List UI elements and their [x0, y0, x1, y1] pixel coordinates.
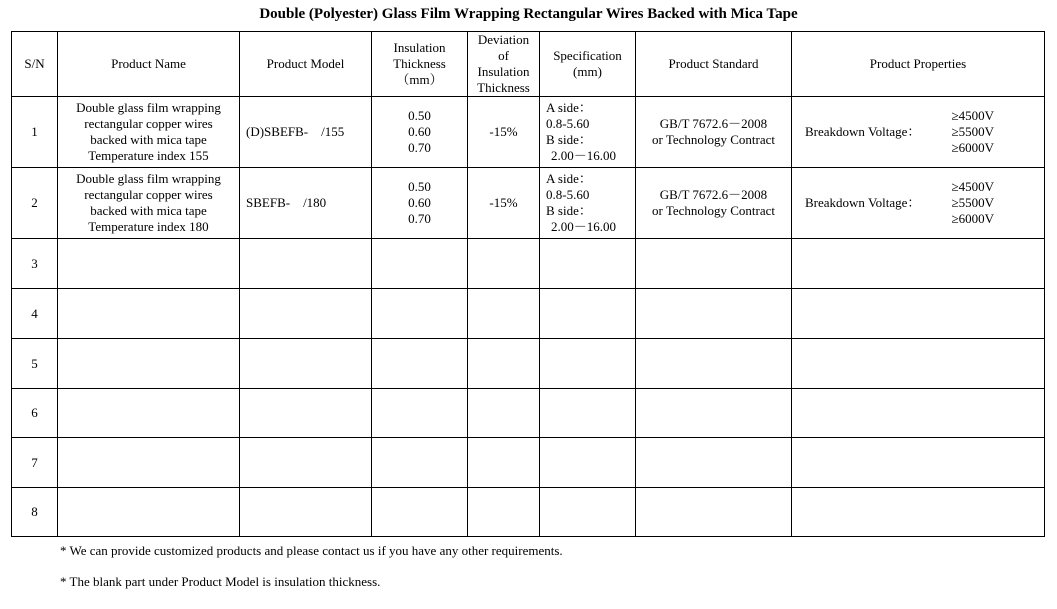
- cell-product-name: Double glass film wrapping rectangular copper wires backed with mica tape Temperature index 155: [58, 97, 240, 168]
- cell-deviation: -15%: [468, 168, 540, 239]
- table-row: [12, 97, 1045, 168]
- cell-properties: [792, 97, 1045, 168]
- footnote-blank-part: * The blank part under Product Model is insulation thickness.: [60, 574, 381, 589]
- header-product-model: Product Model: [240, 32, 372, 97]
- table-row: [12, 168, 1045, 239]
- cell-standard: GB/T 7672.6－2008 or Technology Contract: [636, 168, 792, 239]
- header-product-properties: Product Properties: [792, 32, 1045, 97]
- cell-properties: [792, 168, 1045, 239]
- cell-product-name: Double glass film wrapping rectangular copper wires backed with mica tape Temperature index 180: [58, 168, 240, 239]
- cell-specification: A side： 0.8-5.60 B side： 2.00－16.00: [540, 168, 636, 239]
- table-row-blank: [12, 339, 1045, 389]
- cell-thickness: 0.50 0.60 0.70: [372, 168, 468, 239]
- cell-thickness: 0.50 0.60 0.70: [372, 97, 468, 168]
- cell-standard: GB/T 7672.6－2008 or Technology Contract: [636, 97, 792, 168]
- cell-specification: A side： 0.8-5.60 B side： 2.00－16.00: [540, 97, 636, 168]
- breakdown-voltage-label: Breakdown Voltage：: [805, 195, 921, 210]
- header-deviation: Deviation of Insulation Thickness: [468, 32, 540, 97]
- cell-sn: 7: [12, 438, 58, 488]
- table-row-blank: [12, 389, 1045, 438]
- cell-product-model: SBEFB- /180: [240, 168, 372, 239]
- product-table: [11, 31, 1045, 537]
- cell-sn: 4: [12, 289, 58, 339]
- header-sn: S/N: [12, 32, 58, 97]
- header-specification: Specification (mm): [540, 32, 636, 97]
- table-row-blank: [12, 289, 1045, 339]
- cell-product-model: (D)SBEFB- /155: [240, 97, 372, 168]
- cell-sn: 6: [12, 389, 58, 438]
- table-title: Double (Polyester) Glass Film Wrapping Rectangular Wires Backed with Mica Tape: [259, 6, 798, 22]
- breakdown-voltage-values: ≥4500V ≥5500V ≥6000V: [951, 179, 994, 226]
- table-row-blank: [12, 438, 1045, 488]
- footnote-customization: * We can provide customized products and please contact us if you have any other requirements.: [60, 543, 563, 558]
- cell-sn: 3: [12, 239, 58, 289]
- breakdown-voltage-label: Breakdown Voltage：: [805, 124, 921, 139]
- breakdown-voltage-values: ≥4500V ≥5500V ≥6000V: [951, 108, 994, 155]
- cell-sn: 1: [12, 97, 58, 168]
- header-product-standard: Product Standard: [636, 32, 792, 97]
- cell-deviation: -15%: [468, 97, 540, 168]
- table-row-blank: [12, 488, 1045, 537]
- cell-sn: 8: [12, 488, 58, 537]
- cell-sn: 2: [12, 168, 58, 239]
- header-row: [12, 32, 1045, 97]
- cell-sn: 5: [12, 339, 58, 389]
- table-row-blank: [12, 239, 1045, 289]
- header-insulation-thickness: Insulation Thickness （mm）: [372, 32, 468, 97]
- header-product-name: Product Name: [58, 32, 240, 97]
